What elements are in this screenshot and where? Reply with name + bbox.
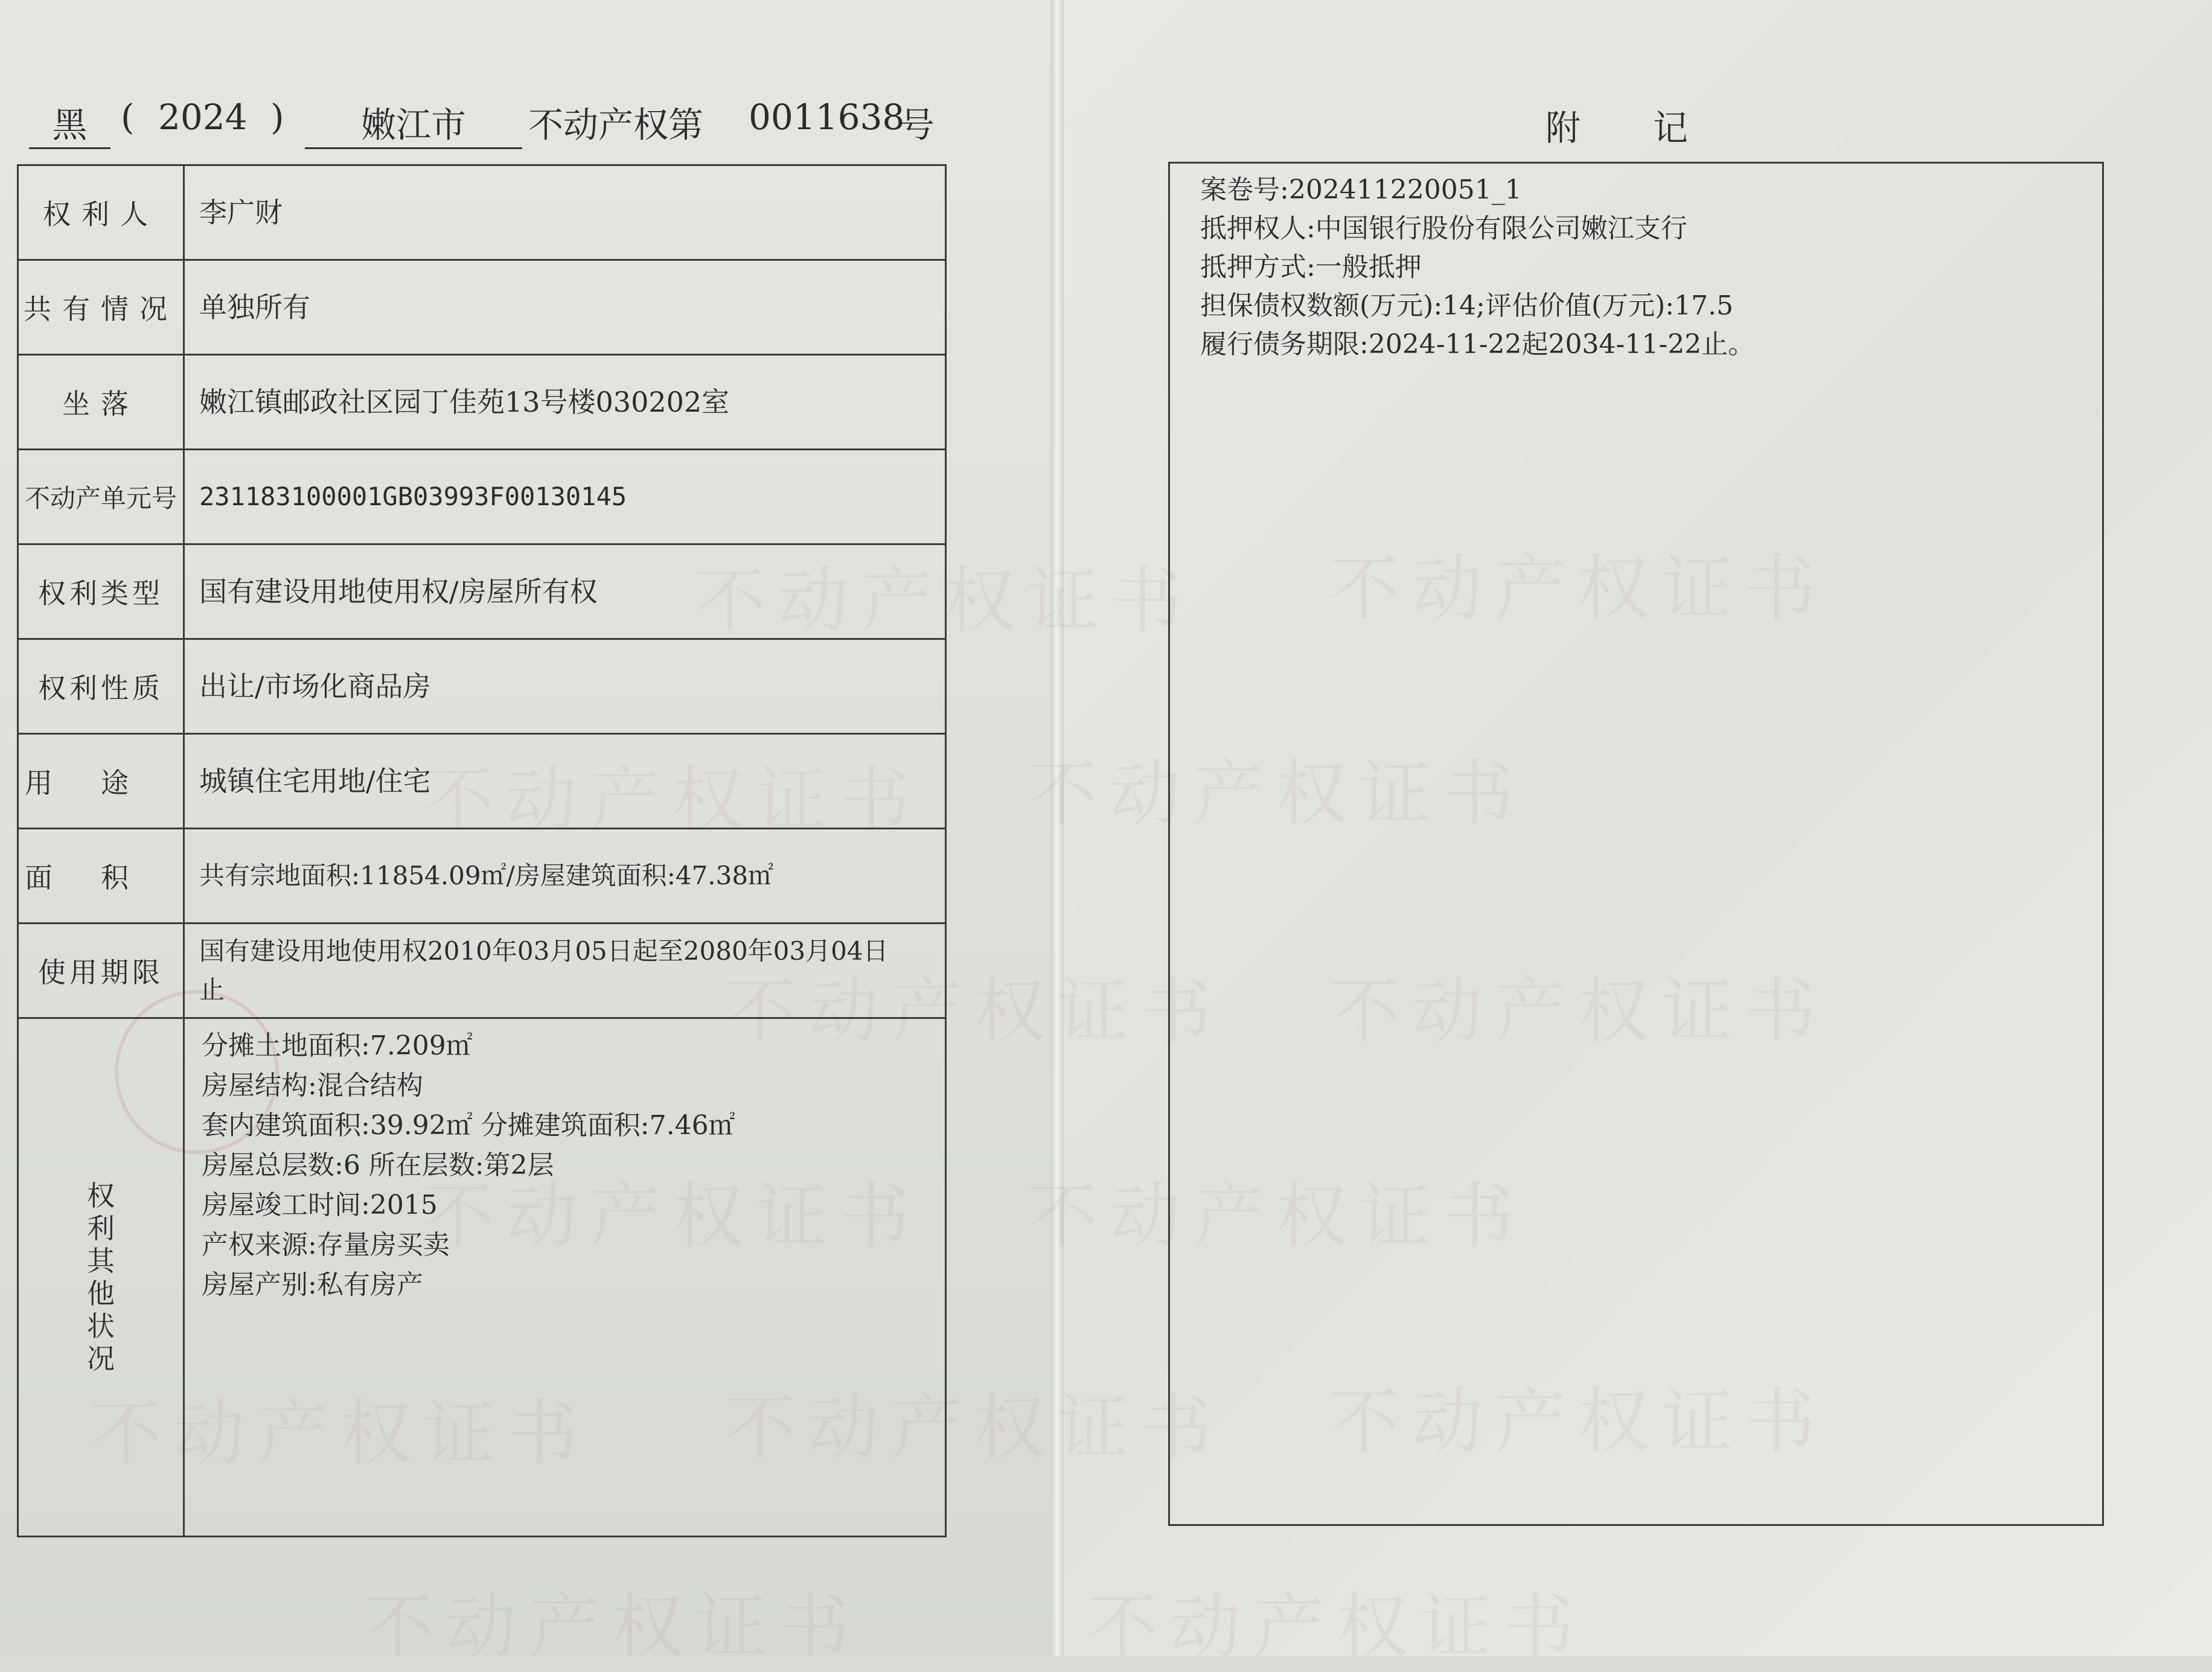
register-table [17,164,947,1537]
label-usage: 用途 [18,734,184,829]
other-line: 分摊土地面积:7.209㎡ [202,1030,473,1061]
other-line: 套内建筑面积:39.92㎡ 分摊建筑面积:7.46㎡ [202,1110,735,1141]
label-other-status [18,1018,184,1537]
row-location [18,355,946,450]
label-co-ownership: 共有情况 [18,260,184,355]
value-right-nature: 出让/市场化商品房 [184,639,946,734]
label-right-nature: 权利性质 [18,639,184,734]
cert-city: 嫩江市 [305,97,522,149]
value-co-ownership: 单独所有 [184,260,946,355]
value-holder: 李广财 [184,165,946,260]
annex-line: 抵押方式:一般抵押 [1200,252,1422,282]
value-unit-number: 231183100001GB03993F00130145 [184,450,946,544]
other-line: 房屋产别:私有房产 [202,1269,423,1300]
label-unit-number: 不动产单元号 [18,450,184,544]
value-right-type: 国有建设用地使用权/房屋所有权 [184,544,946,639]
value-area: 共有宗地面积:11854.09㎡/房屋建筑面积:47.38㎡ [184,829,946,924]
cert-suffix: 号 [900,104,935,145]
row-right-type [18,544,946,639]
page-spine [1050,0,1064,1656]
value-usage: 城镇住宅用地/住宅 [184,734,946,829]
label-holder: 权利人 [18,165,184,260]
cert-type-label: 不动产权第 [528,104,704,145]
other-line: 房屋结构:混合结构 [202,1070,423,1101]
label-right-type: 权利类型 [18,544,184,639]
row-term [18,924,946,1018]
value-location: 嫩江镇邮政社区园丁佳苑13号楼030202室 [184,355,946,450]
annex-box [1168,162,2104,1526]
label-location: 坐落 [18,355,184,450]
row-co-ownership [18,260,946,355]
row-usage [18,734,946,829]
annex-line: 履行债务期限:2024-11-22起2034-11-22止。 [1200,329,1755,360]
annex-line: 担保债权数额(万元):14;评估价值(万元):17.5 [1200,290,1734,321]
value-term: 国有建设用地使用权2010年03月05日起至2080年03月04日止 [184,924,946,1018]
annex-line: 案卷号:202411220051_1 [1200,174,1522,205]
row-area [18,829,946,924]
paren-close: ) [270,97,284,138]
province-code: 黑 [29,97,110,149]
other-line: 产权来源:存量房买卖 [202,1230,450,1260]
certificate-header [24,91,1026,151]
row-holder [18,165,946,260]
other-line: 房屋总层数:6 所在层数:第2层 [202,1150,554,1181]
row-other-status [18,1018,946,1537]
other-status-label-text: 权利其他状况 [87,1179,115,1375]
cert-year: 2024 [158,97,248,138]
annex-line: 抵押权人:中国银行股份有限公司嫩江支行 [1200,213,1687,244]
label-area: 面积 [18,829,184,924]
paren-open: ( [121,97,135,138]
annex-title: 附记 [1546,107,1761,148]
label-term: 使用期限 [18,924,184,1018]
row-right-nature [18,639,946,734]
row-unit-number [18,450,946,544]
other-line: 房屋竣工时间:2015 [202,1190,438,1220]
value-other-status [184,1018,946,1537]
cert-number: 0011638 [749,97,905,138]
